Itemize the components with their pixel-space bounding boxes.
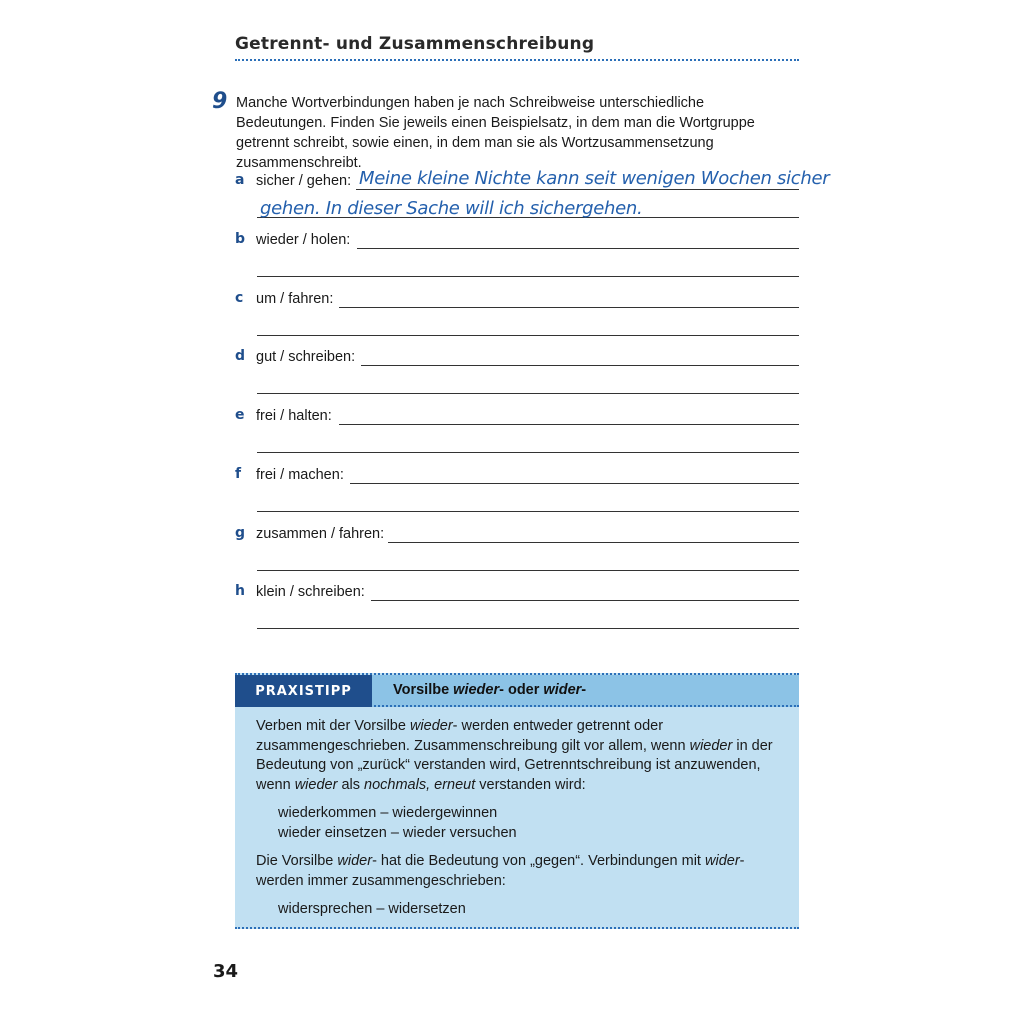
item-label: klein / schreiben:: [256, 584, 365, 600]
answer-line[interactable]: [257, 570, 799, 571]
item-label: gut / schreiben:: [256, 349, 356, 365]
tip-paragraph-1: Verben mit der Vorsilbe wieder- werden entweder getrennt oder zusammengeschrieben. Zusammenschreibung gilt vor allem, wenn wieder in der Bedeutung von „zurück“ verstanden wird, Getrenntschreibung ist anzuwenden, wenn wieder als nochmals, erneut verstanden wird:: [256, 718, 773, 793]
answer-line[interactable]: [361, 365, 799, 366]
item-label: wieder / holen:: [256, 232, 351, 248]
example-line: wiederkommen – wiedergewinnen: [278, 805, 498, 821]
answer-line[interactable]: [388, 542, 799, 543]
item-letter: h: [235, 583, 245, 599]
answer-line[interactable]: [257, 276, 799, 277]
handwritten-answer-line1: Meine kleine Nichte kann seit wenigen Wochen sicher: [359, 168, 830, 189]
item-letter: a: [235, 172, 245, 188]
item-label: um / fahren:: [256, 291, 334, 307]
exercise-item-h: [235, 583, 799, 605]
page-number: 34: [213, 961, 239, 982]
answer-line[interactable]: [257, 628, 799, 629]
exercise-item-d: [235, 348, 799, 370]
praxistipp-badge: PRAXISTIPP: [235, 675, 372, 707]
item-label: zusammen / fahren:: [256, 526, 385, 542]
item-label: sicher / gehen:: [256, 173, 352, 189]
page-header-title: Getrennt- und Zusammenschreibung: [235, 34, 595, 54]
praxistipp-box: [235, 673, 799, 929]
answer-line[interactable]: [339, 424, 799, 425]
exercise-item-b: [235, 231, 799, 253]
exercise-item-f: [235, 466, 799, 488]
item-label: frei / machen:: [256, 467, 344, 483]
answer-line[interactable]: [357, 248, 799, 249]
answer-line[interactable]: [257, 335, 799, 336]
answer-line[interactable]: [257, 452, 799, 453]
exercise-item-g: [235, 525, 799, 547]
answer-line[interactable]: [356, 189, 799, 190]
exercise-item-c: [235, 290, 799, 312]
answer-line[interactable]: [339, 307, 799, 308]
item-letter: f: [235, 466, 242, 482]
exercise-number: 9: [212, 89, 228, 114]
item-label: frei / halten:: [256, 408, 332, 424]
header-divider: [235, 59, 799, 61]
item-letter: g: [235, 525, 246, 541]
example-line: wieder einsetzen – wieder versuchen: [278, 824, 517, 841]
exercise-prompt: Manche Wortverbindungen haben je nach Schreibweise unterschiedliche Bedeutungen. Finden Sie jeweils einen Beispielsatz, in dem man die Wortgruppe getrennt schreibt, sowie einen, in dem man sie als Wortzusammensetzung zusammenschreibt.: [236, 95, 755, 171]
answer-line[interactable]: [257, 393, 799, 394]
praxistipp-body: [256, 717, 786, 929]
praxistipp-title: Vorsilbe wieder- oder wider-: [393, 682, 587, 698]
handwritten-answer-line2: gehen. In dieser Sache will ich sichergehen.: [260, 198, 643, 219]
tip-example-1: [278, 804, 786, 843]
item-letter: b: [235, 231, 246, 247]
answer-line[interactable]: [350, 483, 799, 484]
answer-line[interactable]: [371, 600, 799, 601]
tip-paragraph-2: Die Vorsilbe wider- hat die Bedeutung von „gegen“. Verbindungen mit wider- werden immer zusammengeschrieben:: [256, 853, 745, 889]
praxistipp-header: [235, 675, 799, 707]
example-line: widersprechen – widersetzen: [278, 901, 466, 917]
answer-line[interactable]: [257, 511, 799, 512]
exercise-item-e: [235, 407, 799, 429]
item-letter: c: [235, 290, 244, 306]
item-letter: d: [235, 348, 246, 364]
tip-example-2: [278, 900, 786, 920]
item-letter: e: [235, 407, 245, 423]
